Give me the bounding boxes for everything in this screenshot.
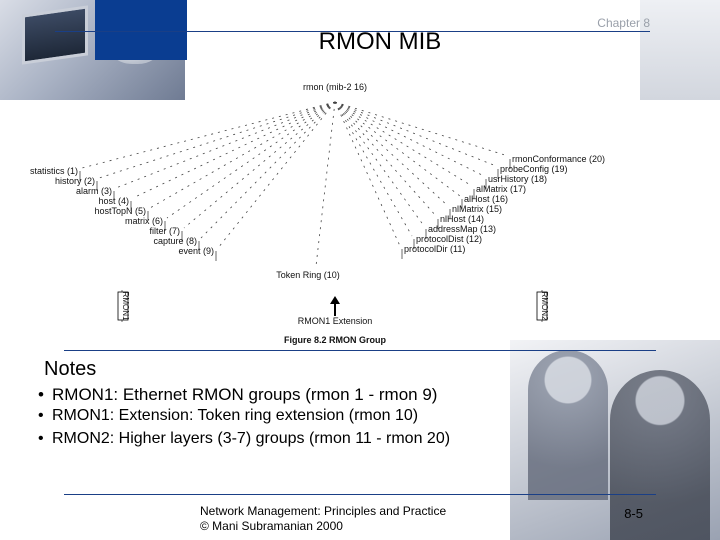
- left-group-label: host (4): [98, 196, 129, 206]
- left-group-label: alarm (3): [75, 186, 112, 196]
- header-blue-block: [95, 0, 187, 60]
- root-label: rmon (mib-2 16): [302, 82, 368, 92]
- right-group-label: usrHistory (18): [488, 174, 548, 184]
- chapter-label: Chapter 8: [597, 16, 650, 30]
- right-group-label: probeConfig (19): [500, 164, 568, 174]
- left-group-label: capture (8): [153, 236, 197, 246]
- right-group-label: nlMatrix (15): [452, 204, 503, 214]
- person-left-image: [528, 350, 608, 500]
- note-bullet-1: • RMON1: Ethernet RMON groups (rmon 1 - rmon 9): [38, 385, 438, 404]
- right-group-label: protocolDir (11): [404, 244, 466, 254]
- left-group-label: statistics (1): [30, 166, 78, 176]
- page-number: 8-5: [624, 506, 643, 521]
- notes-heading: Notes: [44, 358, 97, 380]
- note-bullet-3: • RMON2: Higher layers (3-7) groups (rmon 11 - rmon 20): [38, 430, 451, 447]
- footer-rule: [64, 494, 656, 495]
- right-group-label: rmonConformance (20): [512, 154, 606, 164]
- slide-title: RMON MIB: [318, 28, 442, 55]
- left-group-label: filter (7): [149, 226, 180, 236]
- rmon-tree-diagram: [30, 66, 680, 350]
- right-group-label: protocolDist (12): [416, 234, 483, 244]
- notes-rule: [64, 350, 656, 351]
- token-ring-label: Token Ring (10): [276, 270, 340, 280]
- note-text-2: RMON1: Extension: Token ring extension (rmon 10): [52, 407, 419, 424]
- left-group-label: event (9): [178, 246, 214, 256]
- left-group-label: matrix (6): [125, 216, 163, 226]
- rmon1-tag: RMON1: [121, 291, 130, 321]
- footer-book-title: Network Management: Principles and Practice: [200, 504, 447, 518]
- right-group-label: addressMap (13): [428, 224, 497, 234]
- extension-label: RMON1 Extension: [297, 316, 373, 326]
- rmon2-tag: RMON2: [540, 291, 549, 321]
- rmon-group-figure: [30, 66, 680, 350]
- laptop-image: [22, 5, 88, 64]
- note-text-1: RMON1: Ethernet RMON groups (rmon 1 - rmon 9): [52, 385, 438, 404]
- right-group-label: nlHost (14): [440, 214, 485, 224]
- left-group-label: history (2): [54, 176, 95, 186]
- note-bullet-2: • RMON1: Extension: Token ring extension (rmon 10): [38, 407, 419, 424]
- footer-copyright: © Mani Subramanian 2000: [200, 519, 343, 533]
- right-group-label: alHost (16): [464, 194, 509, 204]
- right-group-label: alMatrix (17): [476, 184, 527, 194]
- left-group-label: hostTopN (5): [94, 206, 146, 216]
- figure-caption: Figure 8.2 RMON Group: [283, 335, 387, 345]
- note-text-3: RMON2: Higher layers (3-7) groups (rmon 11 - rmon 20): [52, 430, 451, 447]
